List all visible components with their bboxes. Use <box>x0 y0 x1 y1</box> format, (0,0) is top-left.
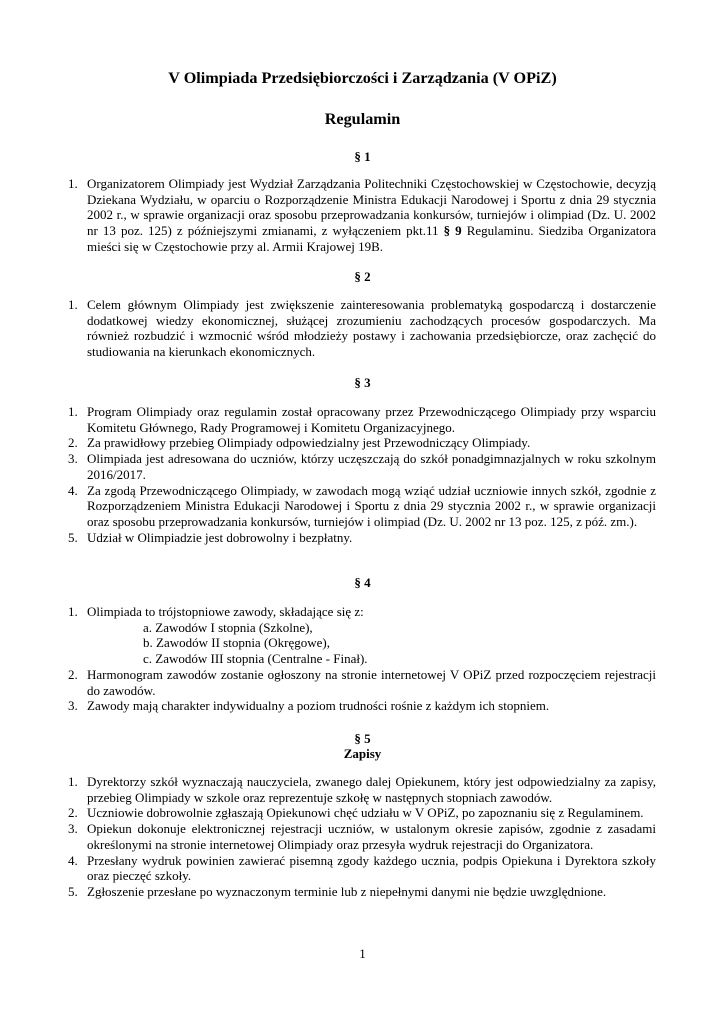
item-text: Udział w Olimpiadzie jest dobrowolny i bezpłatny. <box>87 529 353 545</box>
item-number: 1. <box>68 404 78 419</box>
list-item <box>68 483 656 530</box>
item-text: Regulaminu. Siedziba Organizatora mieści się w Częstochowie przy al. Armii Krajowej 19B. <box>87 223 656 254</box>
section-1-heading: § 1 <box>354 149 371 164</box>
item-text: Opiekun dokonuje elektronicznej rejestracji uczniów, w ustalonym okresie zapisów, zgodnie z zasadami określonymi na stronie internetowej Olimpiady oraz przesyła wydruk rejestracji do Organizatora. <box>87 821 656 852</box>
item-text: Organizatorem Olimpiady jest Wydział Zarządzania Politechniki Częstochowskiej w Częstochowie, decyzją Dziekana Wydziału, w oparciu o Rozporządzenie Ministra Edukacji Narodowej i Sportu z dnia 29 stycznia 2002 r., w sprawie organizacji oraz sposobu przeprowadzania konkursów, turniejów i olimpiad (Dz. U. 2002 nr 13 poz. 125) z późniejszymi zmianami, z wyłączeniem pkt.11 <box>87 176 656 239</box>
item-text: Olimpiada jest adresowana do uczniów, którzy uczęszczają do szkół ponadgimnazjalnych w roku szkolnym 2016/2017. <box>87 451 656 482</box>
sub-list-item: b. Zawodów II stopnia (Okręgowe), <box>143 635 331 651</box>
item-number: 2. <box>68 666 78 682</box>
item-text: Dyrektorzy szkół wyznaczają nauczyciela, zwanego dalej Opiekunem, który jest odpowiedzialny za zapisy, przebieg Olimpiady w szkole oraz reprezentuje szkołę w następnych stopniach zawodów. <box>87 774 656 805</box>
section-5-subheading: Zapisy <box>343 746 382 761</box>
list-item <box>68 821 656 852</box>
item-text: Olimpiada to trójstopniowe zawody, składające się z: <box>87 604 364 619</box>
sub-list <box>87 620 656 667</box>
item-text: Program Olimpiady oraz regulamin został opracowany przez Przewodniczącego Olimpiady przy wsparciu Komitetu Głównego, Rady Programowej i Komitetu Organizacyjnego. <box>87 404 656 435</box>
sub-list-item: c. Zawodów III stopnia (Centralne - Finał). <box>143 651 368 667</box>
item-number: 4. <box>68 482 78 498</box>
list-item <box>68 530 656 546</box>
item-number: 2. <box>68 435 78 451</box>
list-item <box>68 604 656 667</box>
item-text: Harmonogram zawodów zostanie ogłoszony na stronie internetowej V OPiZ przed rozpoczęciem rejestracji do zawodów. <box>87 666 656 698</box>
section-2-heading: § 2 <box>354 269 371 284</box>
item-number: 2. <box>68 805 78 821</box>
item-number: 1. <box>68 774 78 789</box>
section-2-list <box>68 297 656 360</box>
list-item <box>68 698 656 714</box>
item-number: 1. <box>68 176 78 191</box>
document-subtitle: Regulamin <box>324 110 401 128</box>
section-3-heading: § 3 <box>354 375 371 390</box>
item-number: 1. <box>68 297 78 312</box>
item-number: 1. <box>68 604 78 619</box>
item-number: 3. <box>68 821 78 837</box>
item-number: 5. <box>68 529 78 545</box>
list-item <box>68 435 656 451</box>
list-item <box>68 404 656 435</box>
document-title: V Olimpiada Przedsiębiorczości i Zarządzania (V OPiZ) <box>168 69 557 87</box>
list-item <box>68 297 656 360</box>
list-item <box>68 176 656 255</box>
list-item <box>68 667 656 698</box>
item-text: Zawody mają charakter indywidualny a poziom trudności rośnie z każdym ich stopniem. <box>87 698 550 714</box>
section-5-list <box>68 774 656 900</box>
section-1-list <box>68 176 656 255</box>
item-text: Celem głównym Olimpiady jest zwiększenie zainteresowania problematyką gospodarczą i dostarczenie dodatkowej wiedzy ekonomicznej, służącej zrozumieniu zachodzących procesów gospodarczych. Ma również rozbudzić i wzmocnić wśród młodzieży postawy i zachowania przedsiębiorcze, oraz zachęcić do studiowania na kierunkach ekonomicznych. <box>87 297 656 360</box>
item-text: Za prawidłowy przebieg Olimpiady odpowiedzialny jest Przewodniczący Olimpiady. <box>87 435 531 451</box>
item-number: 3. <box>68 698 78 714</box>
item-text-bold: § 9 <box>443 223 462 239</box>
item-text: Uczniowie dobrowolnie zgłaszają Opiekunowi chęć udziału w V OPiZ, po zapoznaniu się z Regulaminem. <box>87 805 644 821</box>
section-4-list <box>68 604 656 714</box>
section-4-heading: § 4 <box>354 575 371 590</box>
list-item <box>68 805 656 821</box>
list-item <box>68 451 656 482</box>
item-text: Za zgodą Przewodniczącego Olimpiady, w zawodach mogą wziąć udział uczniowie innych szkół, zgodnie z Rozporządzeniem Ministra Edukacji Narodowej i Sportu z dnia 29 stycznia 2002 r., w sprawie organizacji oraz sposobu przeprowadzania konkursów, turniejów i olimpiad (Dz. U. 2002 nr 13 poz. 125, z póź. zm.). <box>87 482 656 529</box>
section-5-heading: § 5 <box>354 731 371 746</box>
section-3-list <box>68 404 656 545</box>
item-text: Przesłany wydruk powinien zawierać pisemną zgody każdego ucznia, podpis Opiekuna i Dyrektora szkoły oraz pieczęć szkoły. <box>87 852 656 884</box>
item-number: 3. <box>68 451 78 467</box>
list-item <box>68 774 656 805</box>
list-item <box>68 884 656 900</box>
item-text: Zgłoszenie przesłane po wyznaczonym terminie lub z niepełnymi danymi nie będzie uwzględnione. <box>87 883 607 899</box>
item-number: 4. <box>68 852 78 868</box>
page-number: 1 <box>359 946 366 961</box>
item-number: 5. <box>68 883 78 899</box>
list-item <box>68 853 656 884</box>
sub-list-item: a. Zawodów I stopnia (Szkolne), <box>143 619 313 635</box>
